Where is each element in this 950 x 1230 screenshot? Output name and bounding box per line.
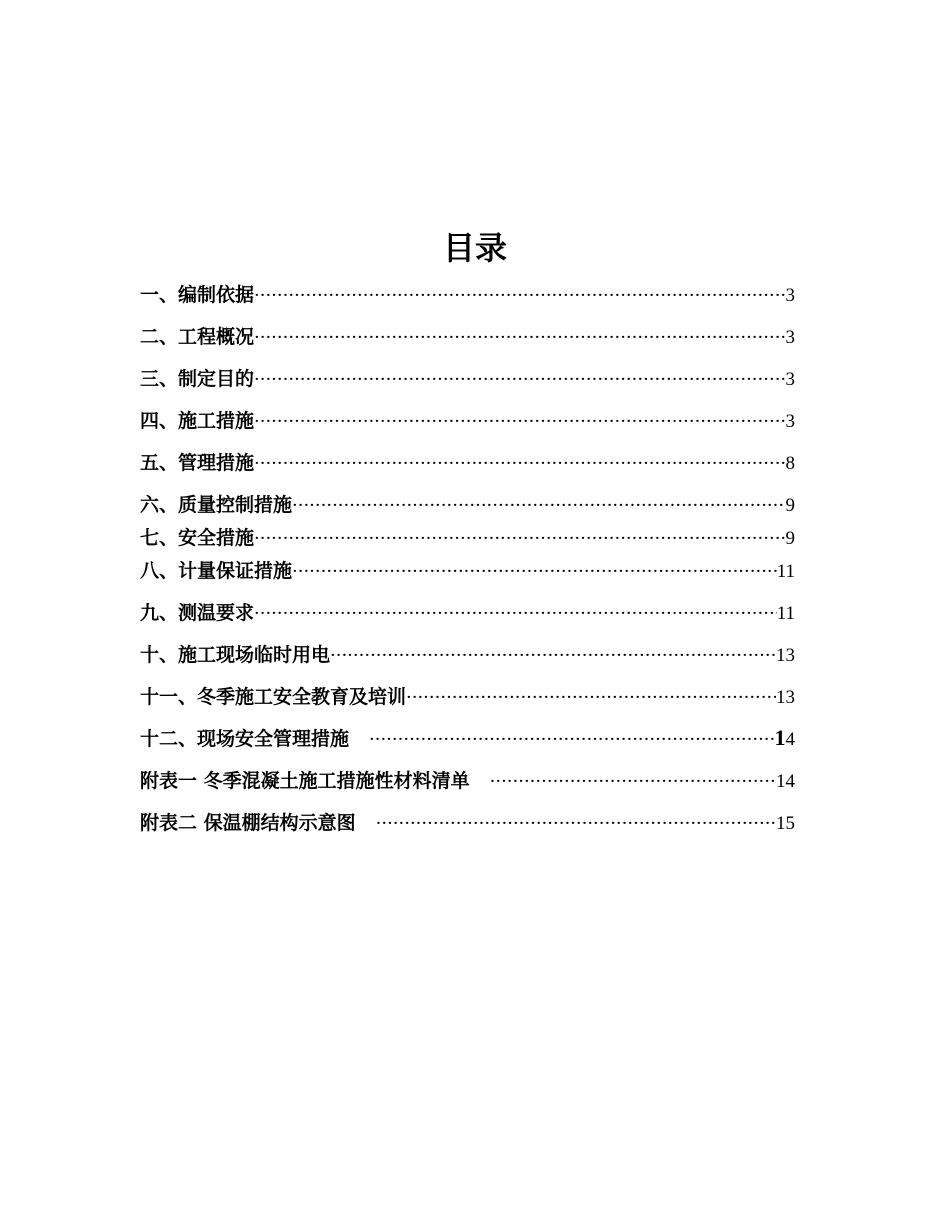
- toc-entry-page-rest: 4: [785, 729, 795, 750]
- toc-entry-page: [775, 725, 796, 751]
- toc-entry-page: 13: [776, 645, 795, 666]
- toc-entry[interactable]: [140, 682, 795, 712]
- toc-entry-page: 13: [776, 687, 795, 708]
- toc-entry-label: 四、施工措施: [140, 410, 255, 432]
- toc-entry-page: 3: [785, 369, 795, 390]
- toc-entry-label: 附表二 保温棚结构示意图: [140, 812, 356, 834]
- toc-entry-label: 三、制定目的: [140, 368, 255, 390]
- toc-entry-page: 9: [785, 528, 795, 549]
- toc-entry-page: 8: [785, 453, 795, 474]
- toc-leader-dots: [254, 365, 785, 395]
- toc-entry-page: 3: [785, 411, 795, 432]
- toc-leader-dots: [292, 491, 785, 521]
- toc-leader-dots: [254, 323, 785, 353]
- toc-entry-page: 11: [776, 603, 795, 624]
- toc-entry-label: 十二、现场安全管理措施: [140, 728, 350, 750]
- toc-entry[interactable]: [140, 523, 795, 553]
- toc-entry[interactable]: [140, 280, 795, 310]
- toc-entry[interactable]: [140, 640, 795, 670]
- toc-entry-page-first-digit: 1: [774, 725, 786, 750]
- toc-entry[interactable]: [140, 724, 795, 754]
- toc-leader-dots: [254, 407, 785, 437]
- toc-entry-label: 七、安全措施: [140, 527, 255, 549]
- toc-entry-label: 附表一 冬季混凝土施工措施性材料清单: [140, 770, 470, 792]
- toc-leader-dots: [254, 281, 785, 311]
- toc-entry-label: 十一、冬季施工安全教育及培训: [140, 686, 407, 708]
- toc-entry-page: 3: [785, 327, 795, 348]
- toc-entry-label: 二、工程概况: [140, 326, 255, 348]
- toc-title: 目录: [442, 229, 507, 267]
- toc-entry-label: 八、计量保证措施: [140, 560, 293, 582]
- toc-entry[interactable]: [140, 364, 795, 394]
- toc-entry[interactable]: [140, 448, 795, 478]
- toc-entry[interactable]: [140, 322, 795, 352]
- toc-entry-label: 六、质量控制措施: [140, 494, 293, 516]
- toc-leader-dots: [376, 809, 776, 839]
- toc-entry-page: 9: [785, 495, 795, 516]
- toc-entry-label: 九、测温要求: [140, 602, 255, 624]
- toc-leader-dots: [254, 449, 785, 479]
- toc-entry-page: 3: [785, 285, 795, 306]
- toc-leader-dots: [369, 725, 774, 755]
- toc-entry-page: 14: [776, 771, 795, 792]
- toc-leader-dots: [254, 524, 785, 554]
- toc-leader-dots: [406, 683, 776, 713]
- toc-entry[interactable]: [140, 490, 795, 520]
- toc-entry-label: 五、管理措施: [140, 452, 255, 474]
- toc-leader-dots: [254, 599, 777, 629]
- toc-entry[interactable]: [140, 598, 795, 628]
- toc-leader-dots: [292, 557, 777, 587]
- toc-entry-page: 15: [776, 813, 795, 834]
- toc-entry[interactable]: [140, 406, 795, 436]
- toc-entry[interactable]: [140, 766, 795, 796]
- toc-entry[interactable]: [140, 556, 795, 586]
- toc-entry-label: 一、编制依据: [140, 284, 255, 306]
- toc-entry[interactable]: [140, 808, 795, 838]
- toc-leader-dots: [330, 641, 776, 671]
- toc-entry-label: 十、施工现场临时用电: [140, 644, 331, 666]
- toc-leader-dots: [490, 767, 776, 797]
- toc-entry-page: 11: [776, 561, 795, 582]
